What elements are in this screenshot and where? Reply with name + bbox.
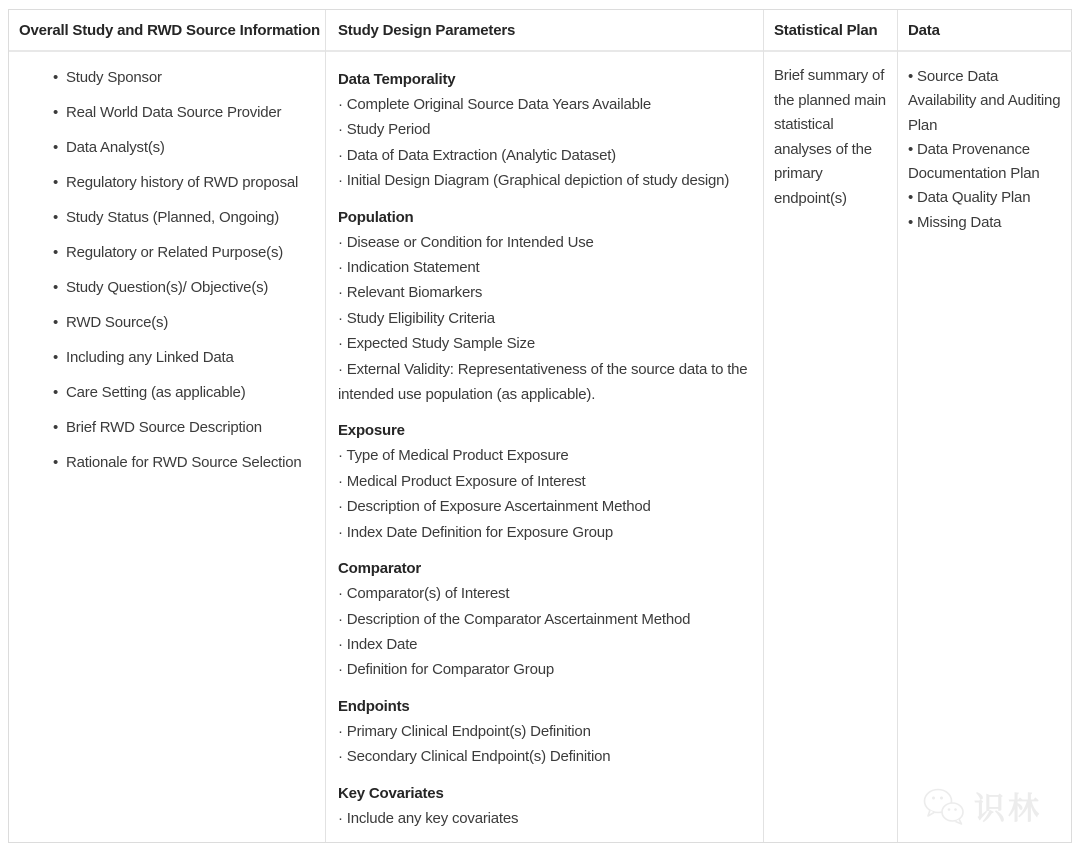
list-item: • Data Provenance Documentation Plan	[908, 140, 1040, 183]
list-item-label: Including any Linked Data	[66, 349, 234, 366]
list-item: • Missing Data	[908, 213, 1002, 231]
watermark	[922, 783, 1042, 828]
watermark-text: 识林	[974, 791, 1042, 826]
list-item	[9, 417, 319, 439]
column-body-statistical-plan	[764, 52, 897, 842]
list-item-label: Care Setting (as applicable)	[66, 384, 246, 401]
section-title: Data Temporality	[338, 71, 456, 88]
bullet-icon: •	[53, 104, 59, 121]
list-item	[9, 102, 319, 124]
bullet-icon: •	[53, 314, 59, 331]
bullet-icon: •	[53, 349, 59, 366]
list-item-label: Rationale for RWD Source Selection	[66, 454, 302, 471]
section-item: · Expected Study Sample Size	[338, 335, 536, 353]
column-header-data: Data	[898, 10, 1072, 52]
section-item: · Description of the Comparator Ascertainment Method	[338, 610, 691, 628]
section-item: · Medical Product Exposure of Interest	[338, 472, 586, 490]
section-item: · Index Date	[338, 635, 418, 653]
parameter-section	[338, 556, 753, 683]
list-item-label: RWD Source(s)	[66, 314, 169, 331]
parameter-section	[338, 694, 753, 770]
column-header-statistical-plan: Statistical Plan	[764, 10, 897, 52]
section-item: · External Validity: Representativeness of the source data to the intended use population (as applicable).	[338, 360, 748, 404]
bullet-icon: •	[53, 139, 59, 156]
list-item: • Source Data Availability and Auditing Plan	[908, 68, 1061, 134]
parameter-section	[338, 418, 753, 545]
section-title: Population	[338, 208, 414, 226]
list-item	[9, 382, 319, 404]
section-item: · Type of Medical Product Exposure	[338, 447, 569, 465]
section-title: Exposure	[338, 422, 405, 440]
bullet-icon: •	[53, 209, 59, 226]
section-item: · Primary Clinical Endpoint(s) Definition	[338, 722, 591, 740]
column-header-overall-study-info: Overall Study and RWD Source Information	[9, 10, 325, 52]
column-body-overall-study-info	[9, 52, 325, 842]
section-item: · Include any key covariates	[338, 809, 519, 827]
list-item	[9, 312, 319, 334]
column-data	[898, 10, 1072, 842]
bullet-icon: •	[53, 279, 59, 296]
bullet-icon: •	[53, 454, 59, 471]
list-item-label: Regulatory or Related Purpose(s)	[66, 244, 284, 261]
list-item	[9, 277, 319, 299]
list-item	[9, 67, 319, 89]
column-overall-study-info	[9, 10, 326, 842]
section-item: · Definition for Comparator Group	[338, 661, 554, 679]
column-study-design-parameters	[326, 10, 764, 842]
bullet-icon: •	[53, 419, 59, 436]
section-item: · Complete Original Source Data Years Available	[338, 96, 652, 113]
list-item-label: Brief RWD Source Description	[66, 419, 262, 436]
section-title: Comparator	[338, 560, 422, 578]
section-item: · Data of Data Extraction (Analytic Dataset)	[338, 146, 616, 164]
study-protocol-template-table	[8, 9, 1072, 843]
list-item-label: Study Sponsor	[66, 69, 162, 86]
column-body-data	[898, 52, 1072, 842]
parameter-section	[338, 781, 753, 831]
list-item: • Data Quality Plan	[908, 189, 1031, 207]
list-item	[9, 242, 319, 264]
section-item: · Study Period	[338, 121, 431, 139]
list-item	[9, 347, 319, 369]
bullet-icon: •	[53, 69, 59, 86]
list-item-label: Data Analyst(s)	[66, 139, 165, 156]
wechat-icon	[922, 786, 966, 826]
section-title: Endpoints	[338, 697, 410, 715]
list-item-label: Real World Data Source Provider	[66, 104, 282, 121]
parameter-section	[338, 205, 753, 408]
section-item: · Disease or Condition for Intended Use	[338, 233, 594, 251]
bullet-icon: •	[53, 244, 59, 261]
list-item	[9, 452, 319, 474]
section-item: · Secondary Clinical Endpoint(s) Definition	[338, 748, 611, 766]
list-item	[9, 137, 319, 159]
list-item-label: Study Status (Planned, Ongoing)	[66, 209, 280, 226]
section-title: Key Covariates	[338, 784, 444, 802]
cell-text: Brief summary of the planned main statistical analyses of the primary endpoint(s)	[774, 67, 886, 207]
column-header-study-design-parameters: Study Design Parameters	[326, 10, 763, 52]
column-statistical-plan	[764, 10, 898, 842]
section-item: · Comparator(s) of Interest	[338, 585, 510, 603]
section-item: · Relevant Biomarkers	[338, 284, 483, 302]
list-item-label: Study Question(s)/ Objective(s)	[66, 279, 269, 296]
bullet-icon: •	[53, 384, 59, 401]
section-item: · Study Eligibility Criteria	[338, 309, 495, 327]
list-item	[9, 207, 319, 229]
section-item: · Indication Statement	[338, 259, 480, 277]
bullet-icon: •	[53, 174, 59, 191]
list-item	[9, 172, 319, 194]
section-item: · Description of Exposure Ascertainment Method	[338, 498, 651, 516]
section-item: · Index Date Definition for Exposure Group	[338, 523, 614, 541]
list-item-label: Regulatory history of RWD proposal	[66, 174, 299, 191]
column-body-study-design-parameters	[326, 52, 763, 842]
section-item: · Initial Design Diagram (Graphical depiction of study design)	[338, 172, 730, 190]
parameter-section	[338, 67, 753, 194]
